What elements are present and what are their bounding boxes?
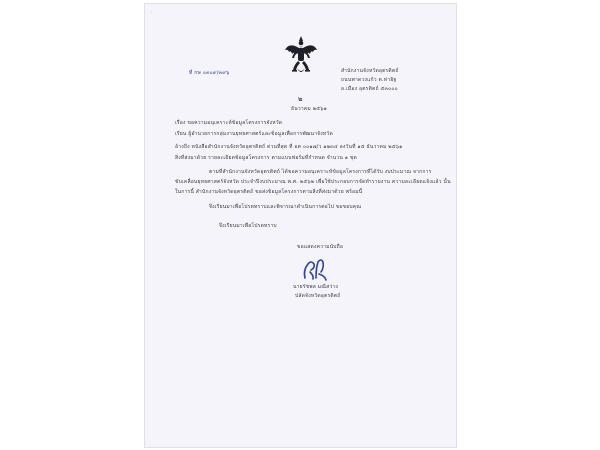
closing: ขอแสดงความนับถือ [297,244,344,250]
signer-name: นายรัชพล มณีสว่าง [293,284,339,290]
page-number: ๒ [298,95,303,103]
issuer-address: ถนนพาดวงแก้ว ต.ท่าอิฐ [341,77,397,83]
document-date: ธันวาคม ๒๕๖๑ [291,106,327,112]
issuer-org: สำนักงานจังหวัดอุตรดิตถ์ [341,68,399,74]
issuer-postal: อ.เมือง อุตรดิตถ์ ๕๓๐๐๐ [341,86,398,92]
signer-position: ปลัดจังหวัดอุตรดิตถ์ [295,293,341,299]
body-paragraph-1-line-1: ตามที่สำนักงานจังหวัดอุตรดิตถ์ ได้ขอความอนุเคราะห์ข้อมูลโครงการที่ได้รับ งบประมาณ จากการ [209,169,432,175]
handwritten-signature [301,256,329,282]
reference-number: ที่ กษ ๐๓๐๙/๓๙๖ [189,70,230,76]
body-paragraph-2-line-2: จึงเรียนมาเพื่อโปรดทราบ [219,223,277,229]
body-paragraph-2-line-1: จึงเรียนมาเพื่อโปรดทราบและพิจารณาดำเนินการต่อไป ขอขอบคุณ [209,204,362,210]
attachment-line: สิ่งที่ส่งมาด้วย รายละเอียดข้อมูลโครงการ ตามแบบฟอร์มที่กำหนด จำนวน ๑ ชุด [175,155,357,161]
salutation-line: เรียน ผู้อำนวยการกลุ่มงานยุทธศาสตร์และข้อมูลเพื่อการพัฒนาจังหวัด [175,131,333,137]
document-page [145,4,456,447]
body-paragraph-1-line-2: ขับเคลื่อนยุทธศาสตร์จังหวัด ประจำปีงบประมาณ พ.ศ. ๒๕๖๒ เพื่อใช้ประกอบการจัดทำรายงาน ความละเอียดแจ้งแล้ว นั้น [175,179,451,185]
reference-line: อ้างถึง หนังสือสำนักงานจังหวัดอุตรดิตถ์ ด่วนที่สุด ที่ อต ๐๐๑๗/ว ๑๒๓๔ ลงวันที่ ๑๕ ธันวาคม ๒๕๖๑ [175,144,403,150]
body-paragraph-1-line-3: ในการนี้ สำนักงานจังหวัดอุตรดิตถ์ ขอส่งข้อมูลโครงการตามสิ่งที่ส่งมาด้วย พร้อมนี้ [175,189,363,195]
garuda-emblem-icon [283,34,319,76]
subject-line: เรื่อง ขอความอนุเคราะห์ข้อมูลโครงการจังหวัด [175,120,283,126]
scan-mark: . [151,9,153,15]
